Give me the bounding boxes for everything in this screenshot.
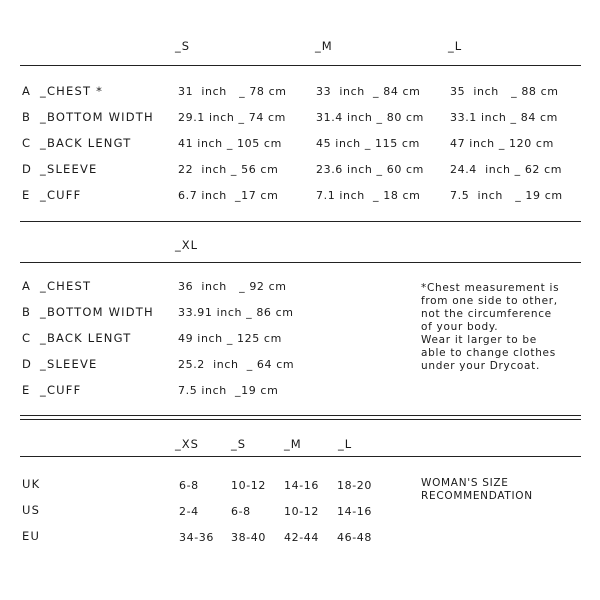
row-letter: D (22, 357, 33, 371)
divider (20, 65, 581, 66)
cell-value: 49 inch _ 125 cm (178, 332, 282, 345)
cell-value: 45 inch _ 115 cm (316, 137, 420, 150)
cell-value: 38-40 (231, 531, 266, 544)
cell-value: 35 inch _ 88 cm (450, 85, 559, 98)
row-measure-name: _BACK LENGT (40, 136, 132, 150)
header-size-s: _S (175, 39, 191, 53)
cell-value: 10-12 (284, 505, 319, 518)
row-letter: E (22, 383, 31, 397)
cell-value: 14-16 (337, 505, 372, 518)
note-line: from one side to other, (421, 295, 558, 307)
divider (20, 221, 581, 222)
note-line: of your body. (421, 321, 499, 333)
cell-value: 29.1 inch _ 74 cm (178, 111, 286, 124)
cell-value: 6.7 inch _17 cm (178, 189, 279, 202)
note-line: able to change clothes (421, 347, 556, 359)
divider (20, 456, 581, 457)
note-line: WOMAN'S SIZE (421, 477, 509, 489)
cell-value: 6-8 (179, 479, 199, 492)
cell-value: 10-12 (231, 479, 266, 492)
row-letter: C (22, 331, 32, 345)
note-line: RECOMMENDATION (421, 490, 533, 502)
note-line: under your Drycoat. (421, 360, 541, 372)
row-measure-name: _CHEST (40, 279, 92, 293)
row-letter: B (22, 110, 32, 124)
note-line: not the circumference (421, 308, 552, 320)
note-line: *Chest measurement is (421, 282, 560, 294)
region-label-uk: UK (22, 477, 41, 491)
cell-value: 7.1 inch _ 18 cm (316, 189, 421, 202)
row-measure-name: _BOTTOM WIDTH (40, 305, 154, 319)
cell-value: 23.6 inch _ 60 cm (316, 163, 424, 176)
region-label-eu: EU (22, 529, 41, 543)
cell-value: 7.5 inch _ 19 cm (450, 189, 563, 202)
row-measure-name: _SLEEVE (40, 162, 98, 176)
cell-value: 46-48 (337, 531, 372, 544)
cell-value: 33 inch _ 84 cm (316, 85, 421, 98)
cell-value: 18-20 (337, 479, 372, 492)
row-letter: A (22, 84, 32, 98)
note-line: Wear it larger to be (421, 334, 537, 346)
row-measure-name: _CUFF (40, 188, 82, 202)
divider (20, 415, 581, 416)
header-size-l: _L (448, 39, 463, 53)
row-measure-name: _BACK LENGT (40, 331, 132, 345)
cell-value: 14-16 (284, 479, 319, 492)
cell-value: 33.91 inch _ 86 cm (178, 306, 294, 319)
cell-value: 22 inch _ 56 cm (178, 163, 279, 176)
header-size-m: _M (284, 437, 302, 451)
cell-value: 41 inch _ 105 cm (178, 137, 282, 150)
header-size-s: _S (231, 437, 247, 451)
row-measure-name: _CUFF (40, 383, 82, 397)
cell-value: 47 inch _ 120 cm (450, 137, 554, 150)
cell-value: 34-36 (179, 531, 214, 544)
header-size-l: _L (338, 437, 353, 451)
divider (20, 419, 581, 420)
cell-value: 2-4 (179, 505, 199, 518)
row-letter: C (22, 136, 32, 150)
row-letter: E (22, 188, 31, 202)
cell-value: 33.1 inch _ 84 cm (450, 111, 558, 124)
cell-value: 31.4 inch _ 80 cm (316, 111, 424, 124)
row-measure-name: _CHEST * (40, 84, 104, 98)
cell-value: 31 inch _ 78 cm (178, 85, 287, 98)
cell-value: 25.2 inch _ 64 cm (178, 358, 295, 371)
region-label-us: US (22, 503, 41, 517)
cell-value: 24.4 inch _ 62 cm (450, 163, 563, 176)
cell-value: 6-8 (231, 505, 251, 518)
row-measure-name: _BOTTOM WIDTH (40, 110, 154, 124)
row-letter: A (22, 279, 32, 293)
cell-value: 42-44 (284, 531, 319, 544)
row-letter: B (22, 305, 32, 319)
cell-value: 36 inch _ 92 cm (178, 280, 287, 293)
row-letter: D (22, 162, 33, 176)
cell-value: 7.5 inch _19 cm (178, 384, 279, 397)
header-size-xl: _XL (175, 238, 199, 252)
header-size-xs: _XS (175, 437, 199, 451)
header-size-m: _M (315, 39, 333, 53)
divider (20, 262, 581, 263)
row-measure-name: _SLEEVE (40, 357, 98, 371)
